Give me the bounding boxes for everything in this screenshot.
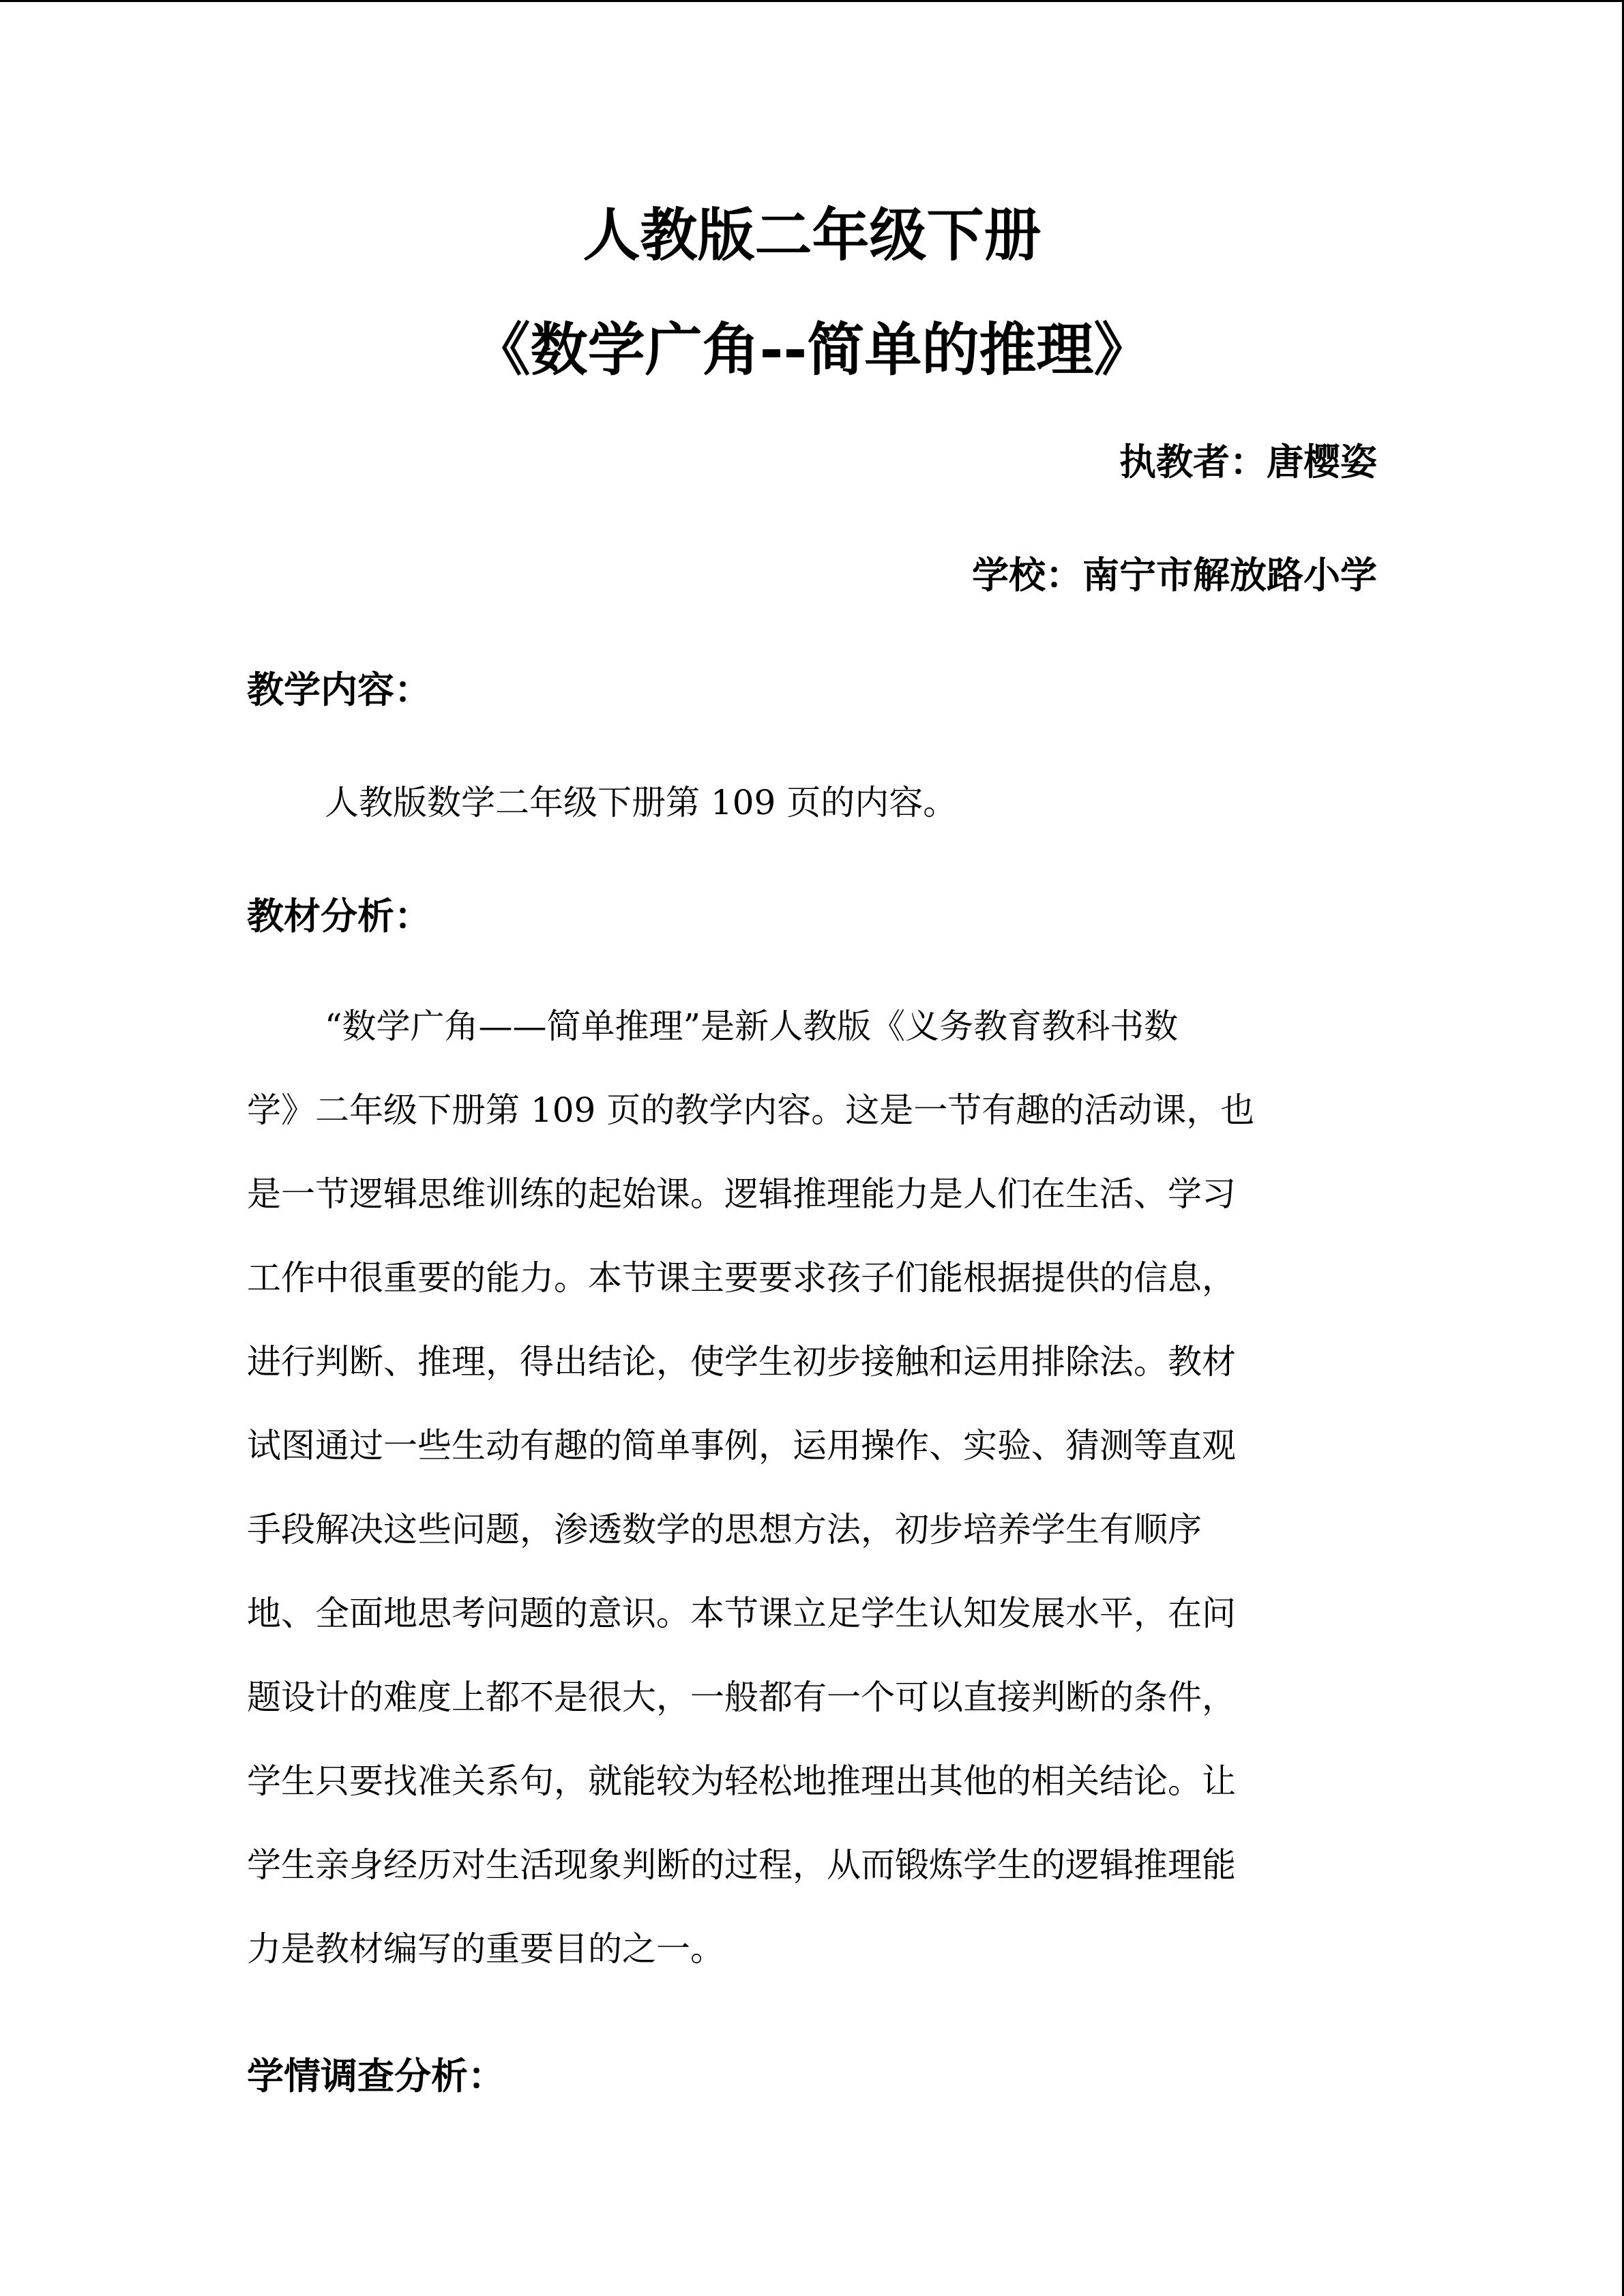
document-subtitle: 《数学广角--简单的推理》 (473, 316, 1151, 383)
analysis-paragraph (247, 1002, 1365, 2009)
school-line: 学校：南宁市解放路小学 (972, 553, 1377, 597)
paragraph-line: 工作中很重要的能力。本节课主要要求孩子们能根据提供的信息， (247, 1258, 1236, 1298)
paragraph-line: 是一节逻辑思维训练的起始课。逻辑推理能力是人们在生活、学习 (247, 1174, 1236, 1214)
paragraph-line: 学》二年级下册第 109 页的教学内容。这是一节有趣的活动课，也 (247, 1090, 1255, 1130)
teacher-line: 执教者：唐樱姿 (1119, 440, 1377, 483)
section-heading-analysis: 教材分析： (247, 894, 431, 938)
paragraph-line: 学生只要找准关系句，就能较为轻松地推理出其他的相关结论。让 (247, 1761, 1236, 1801)
paragraph-line: “数学广角——简单推理”是新人教版《义务教育教科书数 (325, 1007, 1179, 1046)
paragraph-line: 进行判断、推理，得出结论，使学生初步接触和运用排除法。教材 (247, 1342, 1236, 1382)
section-heading-survey: 学情调查分析： (247, 2054, 505, 2098)
section-heading-content: 教学内容： (247, 668, 431, 711)
paragraph-line: 学生亲身经历对生活现象判断的过程，从而锻炼学生的逻辑推理能 (247, 1845, 1236, 1885)
paragraph-line: 手段解决这些问题，渗透数学的思想方法，初步培养学生有顺序 (247, 1510, 1202, 1549)
content-paragraph: 人教版数学二年级下册第 109 页的内容。 (325, 783, 958, 822)
paragraph-line: 试图通过一些生动有趣的简单事例，运用操作、实验、猜测等直观 (247, 1426, 1236, 1465)
document-title: 人教版二年级下册 (582, 202, 1042, 269)
paragraph-line: 力是教材编写的重要目的之一。 (247, 1929, 724, 1969)
paragraph-line: 地、全面地思考问题的意识。本节课立足学生认知发展水平，在问 (247, 1594, 1236, 1633)
page-border-top (0, 0, 1624, 2)
paragraph-line: 题设计的难度上都不是很大，一般都有一个可以直接判断的条件， (247, 1678, 1236, 1717)
